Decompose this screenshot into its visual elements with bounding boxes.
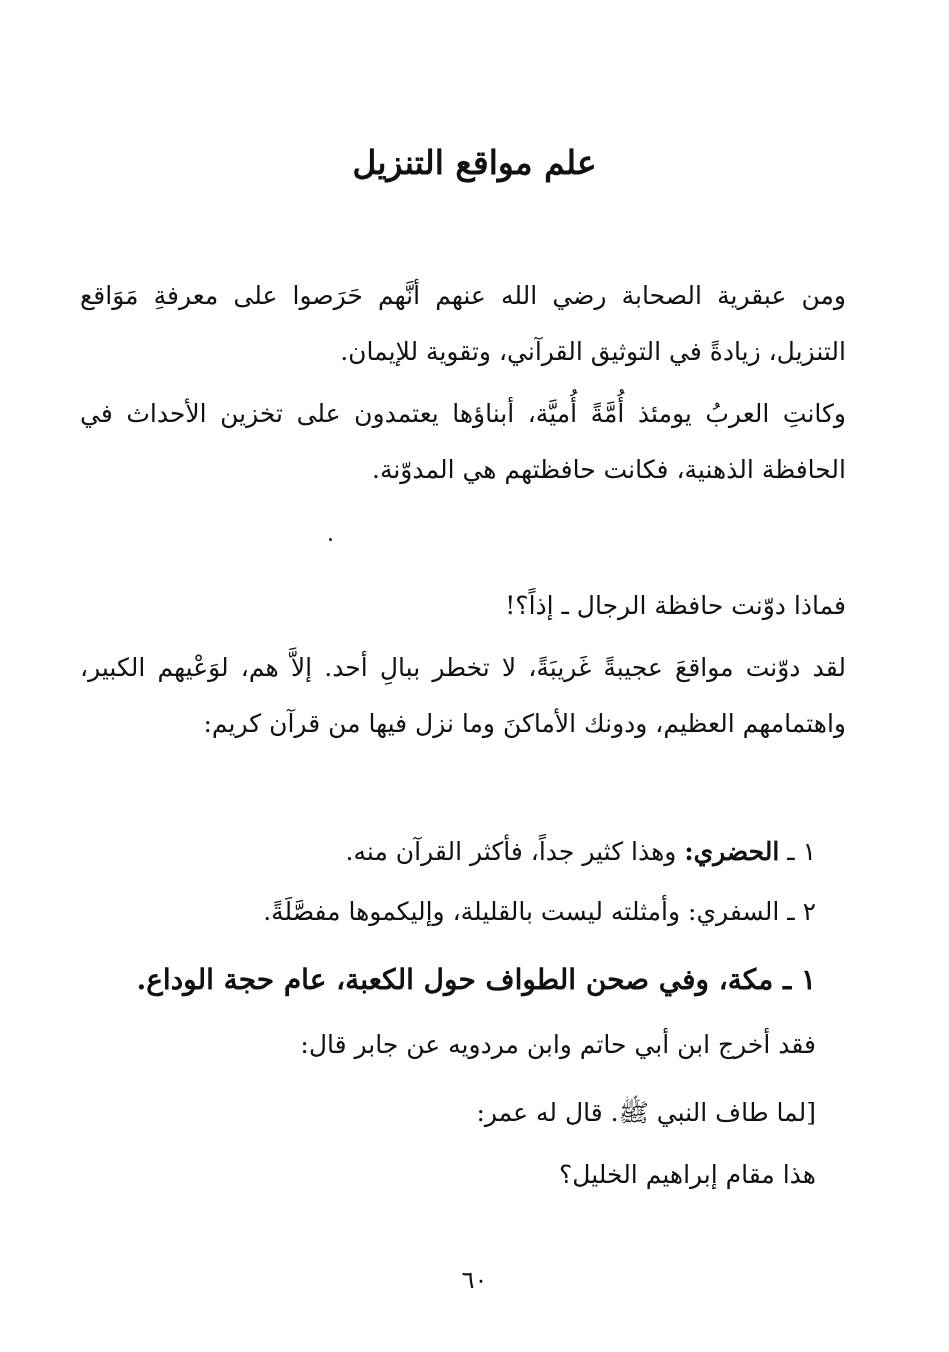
page-number: ٦٠ (461, 1266, 488, 1294)
list-item-hadari (346, 827, 816, 877)
hadith-line: [لما طاف النبي ﷺ. قال له عمر: (476, 1098, 816, 1127)
narration-line: فقد أخرج ابن أبي حاتم وابن مردويه عن جابر قال: (300, 1030, 816, 1059)
paragraph-places: لقد دوّنت مواقعَ عجيبةً غَريبَةً، لا تخطر ببالِ أحد. إلاَّ هم، لوَعْيهم الكبير، واهتمامهم العظيم، ودونك الأماكنَ وما نزل فيها من قرآن كريم: (80, 653, 846, 738)
print-speck (329, 538, 332, 541)
paragraph-arabs: وكانتِ العربُ يومئذ أُمَّةً أُميَّة، أبناؤها يعتمدون على تخزين الأحداث في الحافظة الذهنية، فكانت حافظتهم هي المدوّنة. (80, 399, 846, 484)
list-item-label: الحضري: (684, 837, 780, 866)
list-item-text: وهذا كثير جداً، فأكثر القرآن منه. (345, 837, 677, 866)
page-title: علم مواقع التنزيل (352, 143, 597, 182)
paragraph-question: فماذا دوّنت حافظة الرجال ـ إذاً؟! (505, 591, 846, 620)
list-item-safari (263, 887, 816, 937)
hadith-question-line: هذا مقام إبراهيم الخليل؟ (559, 1160, 816, 1189)
list-item-number: ٢ ـ (787, 897, 816, 926)
list-item-text: وأمثلته ليست بالقليلة، وإليكموها مفصَّلَةً. (263, 897, 681, 926)
list-item-label: السفري: (688, 897, 780, 926)
list-item-number: ١ ـ (787, 837, 816, 866)
section-heading: ١ ـ مكة، وفي صحن الطواف حول الكعبة، عام حجة الوداع. (136, 963, 816, 996)
paragraph-intro: ومن عبقرية الصحابة رضي الله عنهم أنَّهم حَرَصوا على معرفةِ مَوَاقع التنزيل، زيادةً في التوثيق القرآني، وتقوية للإيمان. (80, 281, 846, 366)
